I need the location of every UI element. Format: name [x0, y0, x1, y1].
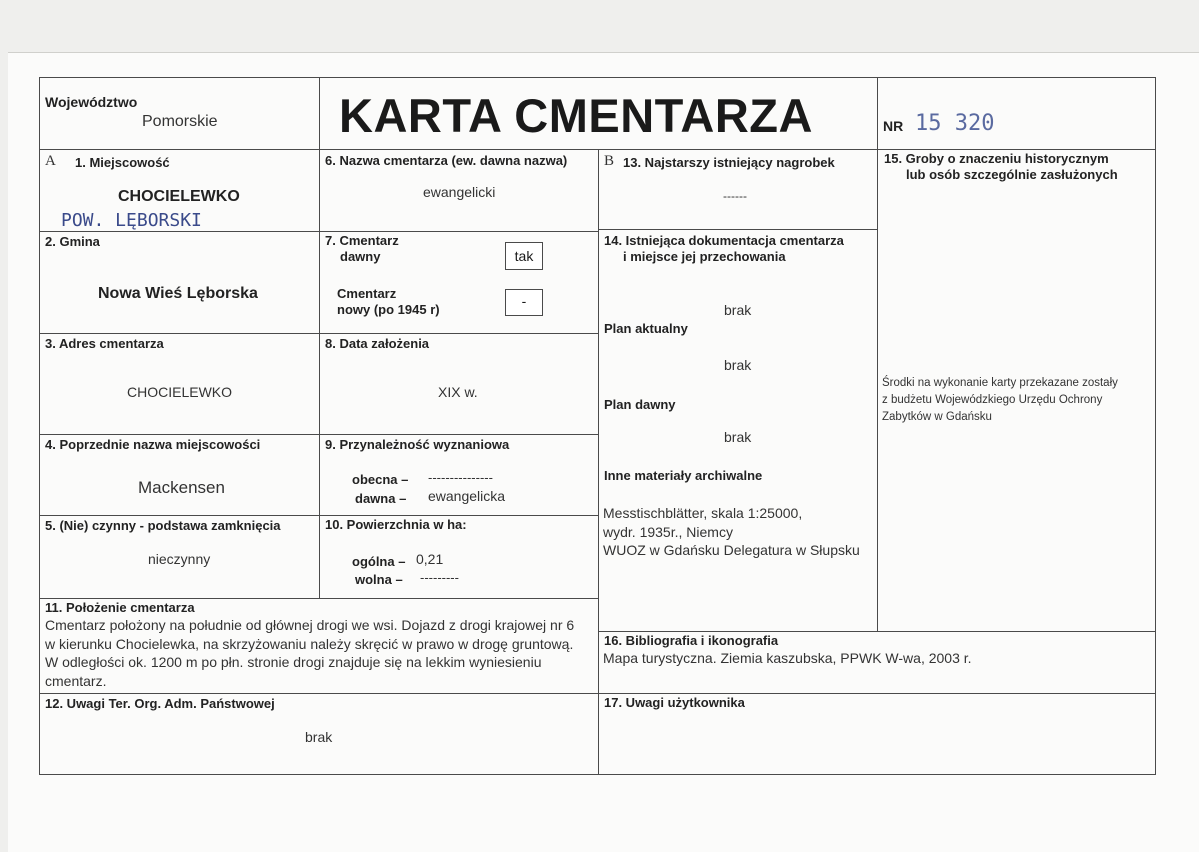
f9-current-label: obecna – [352, 472, 409, 487]
voivodeship-label: Województwo [45, 94, 138, 110]
f10-free-value: --------- [420, 570, 459, 585]
f5-value: nieczynny [148, 551, 211, 567]
f13-label: 13. Najstarszy istniejący nagrobek [623, 155, 835, 170]
f15-funding-note [882, 375, 1118, 426]
f9-former-label: dawna – [355, 491, 407, 506]
nr-label: NR [883, 118, 904, 134]
f11-line: cmentarz. [45, 672, 107, 689]
f14-other-label: Inne materiały archiwalne [604, 468, 763, 483]
f11-label: 11. Położenie cmentarza [45, 600, 195, 615]
f7-label: 7. Cmentarz [325, 233, 399, 248]
f14-label-1: 14. Istniejąca dokumentacja cmentarza [604, 233, 844, 248]
f13-value: ------ [723, 189, 747, 203]
f16-value: Mapa turystyczna. Ziemia kaszubska, PPWK W-wa, 2003 r. [603, 650, 972, 666]
f12-label: 12. Uwagi Ter. Org. Adm. Państwowej [45, 696, 275, 711]
f6-value: ewangelicki [423, 184, 496, 200]
f10-label: 10. Powierzchnia w ha: [325, 517, 467, 532]
f14-current-plan-label: Plan aktualny [604, 321, 688, 336]
f14-other-line: wydr. 1935r., Niemcy [603, 523, 733, 540]
f15-label-1: 15. Groby o znaczeniu historycznym [884, 151, 1109, 166]
f7-new-value: - [505, 289, 543, 316]
f3-value: CHOCIELEWKO [127, 384, 233, 400]
f9-label: 9. Przynależność wyznaniowa [325, 437, 510, 452]
f10-total-value: 0,21 [416, 551, 444, 567]
f15-funding-line: Zabytków w Gdańsku [882, 411, 992, 423]
f15-funding-line: Środki na wykonanie karty przekazane zostały [882, 377, 1118, 389]
f7-new-label-2: nowy (po 1945 r) [337, 302, 440, 317]
f4-value: Mackensen [138, 478, 225, 497]
f9-former-value: ewangelicka [428, 488, 506, 504]
f14-label-2: i miejsce jej przechowania [623, 249, 786, 264]
f1-handwritten: POW. LĘBORSKI [61, 210, 202, 231]
section-a-marker: A [45, 153, 56, 169]
f11-line: Cmentarz położony na południe od głównej drogi we wsi. Dojazd z drogi krajowej nr 6 [45, 617, 575, 633]
nr-value: 15 320 [915, 111, 995, 136]
f5-label: 5. (Nie) czynny - podstawa zamknięcia [45, 518, 281, 533]
f8-value: XIX w. [438, 384, 478, 400]
f11-line: W odległości ok. 1200 m po płn. stronie drogi znajduje się na lekkim wyniesieniu [45, 654, 542, 670]
voivodeship-value: Pomorskie [142, 113, 218, 130]
card-title: KARTA CMENTARZA [339, 89, 813, 142]
f9-current-value: --------------- [428, 470, 493, 485]
f11-description [45, 616, 574, 690]
f6-label: 6. Nazwa cmentarza (ew. dawna nazwa) [325, 153, 568, 168]
f1-value: CHOCIELEWKO [118, 188, 240, 205]
f17-label: 17. Uwagi użytkownika [604, 695, 745, 710]
f15-funding-line: z budżetu Wojewódzkiego Urzędu Ochrony [882, 394, 1103, 406]
f1-label: 1. Miejscowość [75, 155, 170, 170]
f11-line: w kierunku Chocielewka, na skrzyżowaniu należy skręcić w prawo w drogę gruntową. [45, 635, 574, 652]
f7-new-label-1: Cmentarz [337, 286, 397, 301]
f16-label: 16. Bibliografia i ikonografia [604, 633, 779, 648]
f14-other-line: WUOZ w Gdańsku Delegatura w Słupsku [603, 542, 860, 558]
f7-old-label: dawny [340, 249, 381, 264]
f10-total-label: ogólna – [352, 554, 406, 569]
f14-other-line: Messtischblätter, skala 1:25000, [603, 505, 803, 521]
f10-free-label: wolna – [355, 572, 403, 587]
f14-old-plan-label: Plan dawny [604, 397, 676, 412]
section-b-marker: B [604, 153, 615, 169]
f4-label: 4. Poprzednie nazwa miejscowości [45, 437, 261, 452]
f2-label: 2. Gmina [45, 234, 100, 249]
f14-other-materials [603, 504, 860, 560]
f12-value: brak [305, 729, 333, 745]
f14-old-plan-value: brak [724, 429, 752, 445]
f14-current-plan-value: brak [724, 357, 752, 373]
f3-label: 3. Adres cmentarza [45, 336, 164, 351]
f8-label: 8. Data założenia [325, 336, 430, 351]
f14-doc-value: brak [724, 302, 752, 318]
f2-value: Nowa Wieś Lęborska [98, 285, 258, 302]
f15-label-2: lub osób szczególnie zasłużonych [906, 167, 1118, 182]
f7-old-value: tak [505, 242, 543, 270]
